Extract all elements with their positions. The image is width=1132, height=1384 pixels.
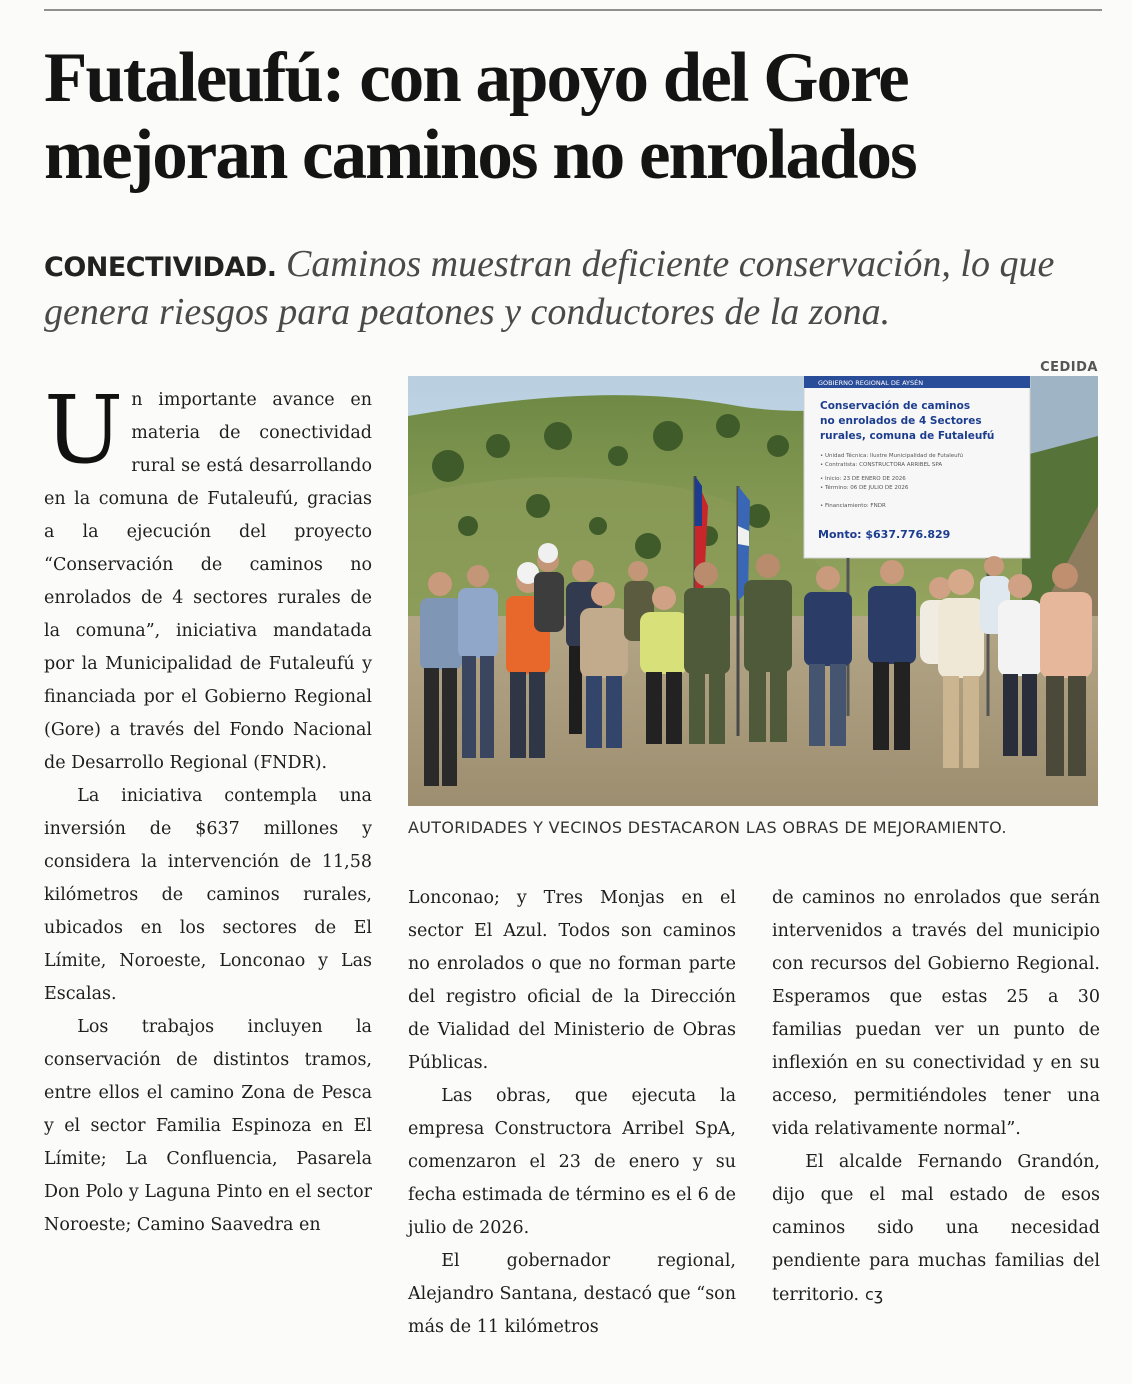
paragraph xyxy=(772,1146,1100,1312)
paragraph: Las obras, que ejecuta la empresa Constructora Arribel SpA, comenzaron el 23 de enero y su fecha estimada de término es el 6 de julio de 2026. xyxy=(408,1086,736,1238)
sign-line-5: • Financiamiento: FNDR xyxy=(820,503,886,509)
sign-title-3: rurales, comuna de Futaleufú xyxy=(820,430,995,442)
top-rule xyxy=(44,9,1102,11)
paragraph: El gobernador regional, Alejandro Santana, destacó que “son más de 11 kilómetros xyxy=(408,1251,736,1337)
photo-caption: AUTORIDADES Y VECINOS DESTACARON LAS OBRAS DE MEJORAMIENTO. xyxy=(408,818,1007,837)
sign-line-2: • Contratista: CONSTRUCTORA ARRIBEL SPA xyxy=(820,462,943,468)
deck-kicker: CONECTIVIDAD. xyxy=(44,252,277,283)
drop-cap: U xyxy=(44,376,124,485)
headline: Futaleufú: con apoyo del Gore mejoran caminos no enrolados xyxy=(44,39,916,194)
photo-credit: CEDIDA xyxy=(1040,360,1098,375)
article-photo xyxy=(408,376,1098,806)
sign-title-2: no enrolados de 4 Sectores xyxy=(820,415,982,427)
paragraph-text: El alcalde Fernando Grandón, dijo que el mal estado de esos caminos sido una necesidad pendiente para muchas familias del territorio. xyxy=(772,1152,1100,1305)
paragraph: Los trabajos incluyen la conservación de distintos tramos, entre ellos el camino Zona de Pesca y el sector Familia Espinoza en El Límite; La Confluencia, Pasarela Don Polo y Laguna Pinto en el sector Noroeste; Camino Saavedra en xyxy=(44,1017,372,1235)
sign-line-3: • Inicio: 23 DE ENERO DE 2026 xyxy=(820,476,906,482)
sign-line-1: • Unidad Técnica: Ilustre Municipalidad de Futaleufú xyxy=(820,453,964,459)
paragraph: La iniciativa contempla una inversión de $637 millones y considera la intervención de 11,58 kilómetros de caminos rurales, ubicados en los sectores de El Límite, Noroeste, Lonconao y Las Escalas. xyxy=(44,786,372,1004)
column-3 xyxy=(772,882,1100,1312)
deck-text: Caminos muestran deficiente conservación, lo que genera riesgos para peatones y conductores de la zona. xyxy=(44,243,1055,333)
sign-title-1: Conservación de caminos xyxy=(820,400,971,412)
deck xyxy=(44,242,1106,335)
group-photo-illustration xyxy=(408,376,1098,806)
column-2 xyxy=(408,882,736,1344)
sign-header: GOBIERNO REGIONAL DE AYSÉN xyxy=(818,379,924,387)
paragraph: de caminos no enrolados que serán intervenidos a través del municipio con recursos del Gobierno Regional. Esperamos que estas 25 a 30 familias puedan ver un punto de inflexión en su conectividad y en su acceso, permitiéndoles tener una vida relativamente normal”. xyxy=(772,888,1100,1139)
sign-amount: Monto: $637.776.829 xyxy=(818,528,951,541)
end-mark: ᴄʒ xyxy=(865,1285,884,1304)
paragraph-text: n importante avance en materia de conectividad rural se está desarrollando en la comuna de Futaleufú, gracias a la ejecución del proyecto “Conservación de caminos no enrolados de 4 sectores rurales de la comuna”, iniciativa mandatada por la Municipalidad de Futaleufú y financiada por el Gobierno Regional (Gore) a través del Fondo Nacional de Desarrollo Regional (FNDR). xyxy=(44,390,372,773)
sign-line-4: • Término: 06 DE JULIO DE 2026 xyxy=(820,485,909,491)
paragraph: Lonconao; y Tres Monjas en el sector El Azul. Todos son caminos no enrolados o que no forman parte del registro oficial de la Dirección de Vialidad del Ministerio de Obras Públicas. xyxy=(408,888,736,1073)
paragraph xyxy=(44,376,372,780)
column-1 xyxy=(44,376,372,1242)
